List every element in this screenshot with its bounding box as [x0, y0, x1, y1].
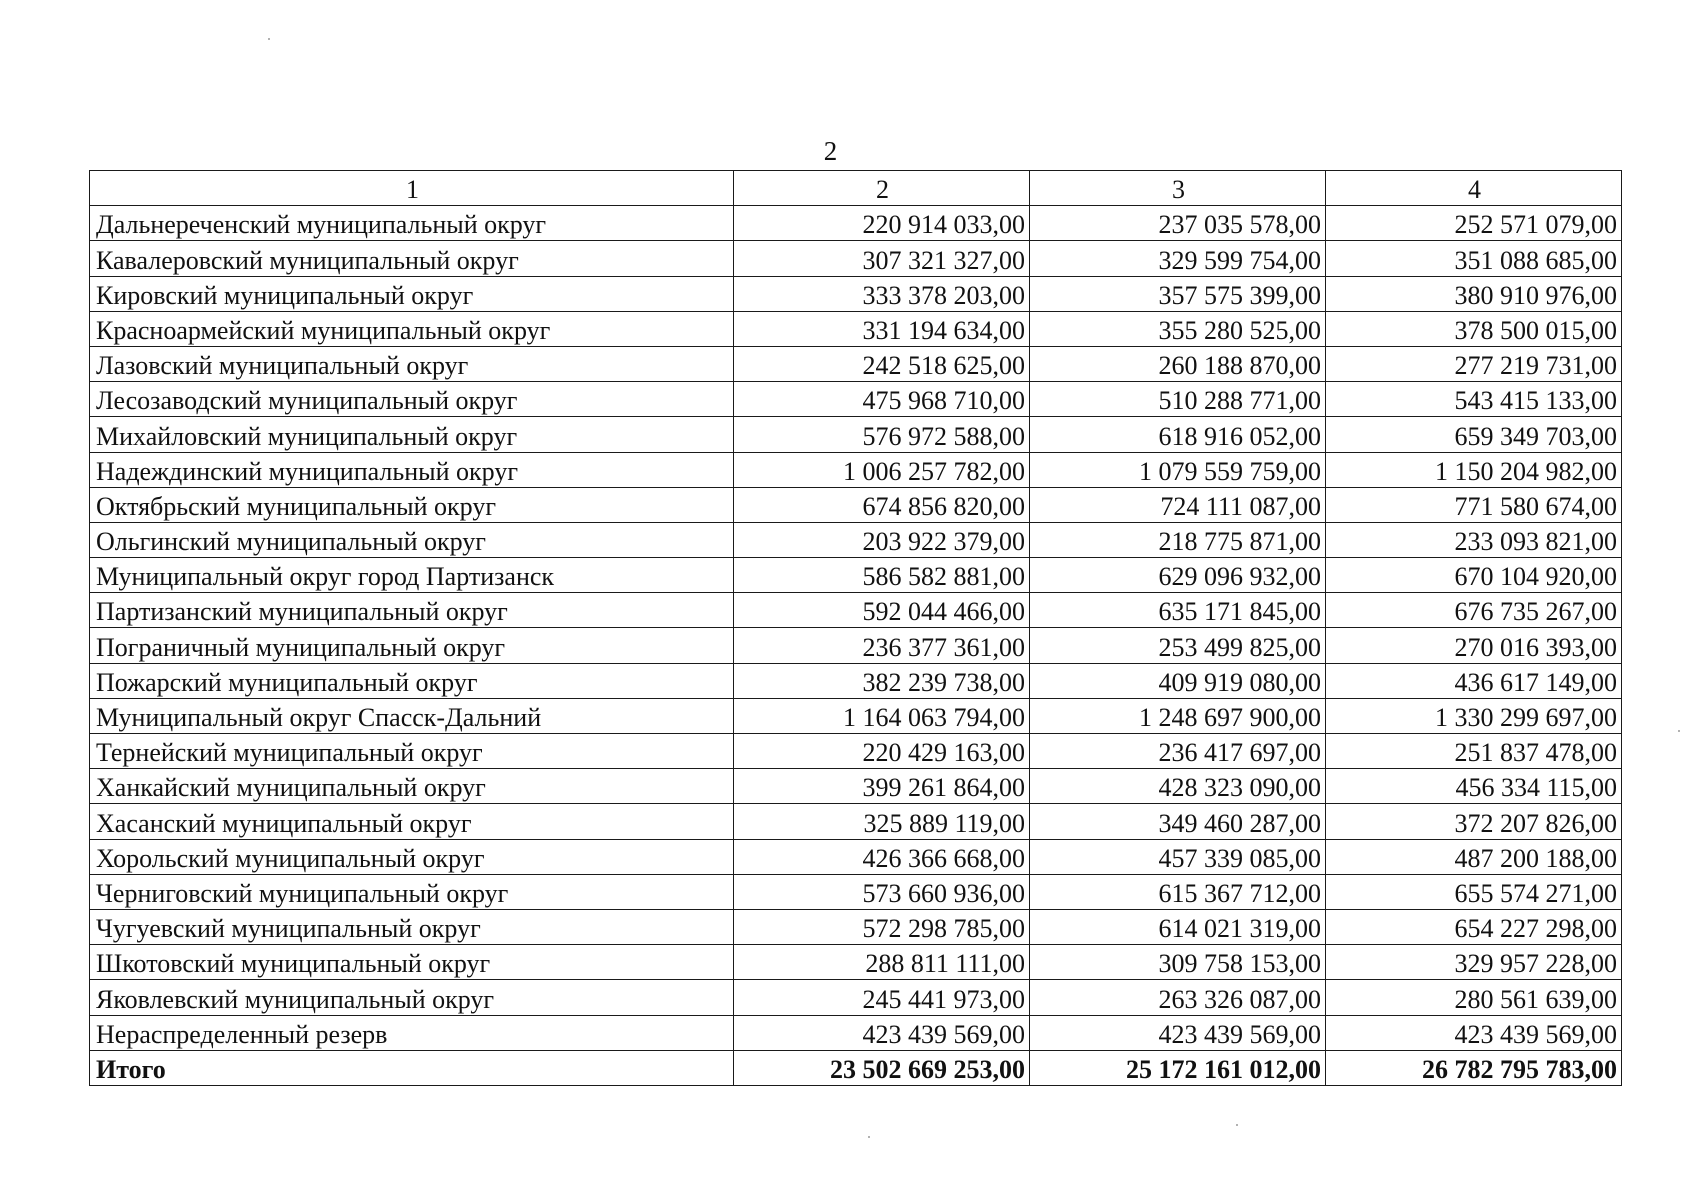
- row-value-col-3: 329 599 754,00: [1030, 241, 1326, 276]
- table-body: [90, 206, 1622, 1051]
- row-name: Муниципальный округ город Партизанск: [90, 558, 734, 593]
- table-row: [90, 417, 1622, 452]
- row-value-col-2: 325 889 119,00: [734, 804, 1030, 839]
- row-value-col-2: 288 811 111,00: [734, 945, 1030, 980]
- row-name: Ольгинский муниципальный округ: [90, 522, 734, 557]
- row-value-col-4: 487 200 188,00: [1326, 839, 1622, 874]
- row-value-col-3: 355 280 525,00: [1030, 311, 1326, 346]
- row-value-col-3: 263 326 087,00: [1030, 980, 1326, 1015]
- scan-speck: [1236, 1124, 1238, 1126]
- row-name: Кавалеровский муниципальный округ: [90, 241, 734, 276]
- row-value-col-4: 380 910 976,00: [1326, 276, 1622, 311]
- row-value-col-3: 1 079 559 759,00: [1030, 452, 1326, 487]
- row-value-col-4: 372 207 826,00: [1326, 804, 1622, 839]
- row-value-col-2: 203 922 379,00: [734, 522, 1030, 557]
- total-row: [90, 1050, 1622, 1085]
- row-name: Муниципальный округ Спасск-Дальний: [90, 698, 734, 733]
- column-header-1: 1: [90, 171, 734, 206]
- row-value-col-3: 357 575 399,00: [1030, 276, 1326, 311]
- total-value-col-3: 25 172 161 012,00: [1030, 1050, 1326, 1085]
- row-name: Нераспределенный резерв: [90, 1015, 734, 1050]
- scan-speck: [1678, 730, 1680, 732]
- row-value-col-3: 260 188 870,00: [1030, 346, 1326, 381]
- table-row: [90, 311, 1622, 346]
- table-row: [90, 909, 1622, 944]
- row-name: Черниговский муниципальный округ: [90, 874, 734, 909]
- row-value-col-4: 1 150 204 982,00: [1326, 452, 1622, 487]
- row-value-col-3: 428 323 090,00: [1030, 769, 1326, 804]
- row-value-col-3: 423 439 569,00: [1030, 1015, 1326, 1050]
- row-name: Лазовский муниципальный округ: [90, 346, 734, 381]
- row-value-col-4: 233 093 821,00: [1326, 522, 1622, 557]
- row-name: Хорольский муниципальный округ: [90, 839, 734, 874]
- total-value-col-4: 26 782 795 783,00: [1326, 1050, 1622, 1085]
- table-row: [90, 769, 1622, 804]
- row-value-col-2: 423 439 569,00: [734, 1015, 1030, 1050]
- row-value-col-4: 436 617 149,00: [1326, 663, 1622, 698]
- table-row: [90, 593, 1622, 628]
- row-value-col-2: 592 044 466,00: [734, 593, 1030, 628]
- header-row: [90, 171, 1622, 206]
- row-value-col-2: 245 441 973,00: [734, 980, 1030, 1015]
- table-row: [90, 382, 1622, 417]
- table-row: [90, 241, 1622, 276]
- table-row: [90, 698, 1622, 733]
- row-value-col-2: 236 377 361,00: [734, 628, 1030, 663]
- table-row: [90, 734, 1622, 769]
- row-name: Партизанский муниципальный округ: [90, 593, 734, 628]
- column-header-3: 3: [1030, 171, 1326, 206]
- row-value-col-3: 349 460 287,00: [1030, 804, 1326, 839]
- row-value-col-4: 655 574 271,00: [1326, 874, 1622, 909]
- row-value-col-4: 676 735 267,00: [1326, 593, 1622, 628]
- row-value-col-4: 351 088 685,00: [1326, 241, 1622, 276]
- row-value-col-3: 510 288 771,00: [1030, 382, 1326, 417]
- table-row: [90, 980, 1622, 1015]
- column-header-2: 2: [734, 171, 1030, 206]
- row-value-col-2: 475 968 710,00: [734, 382, 1030, 417]
- row-value-col-3: 614 021 319,00: [1030, 909, 1326, 944]
- table-row: [90, 487, 1622, 522]
- row-value-col-3: 457 339 085,00: [1030, 839, 1326, 874]
- row-value-col-2: 220 429 163,00: [734, 734, 1030, 769]
- row-value-col-4: 329 957 228,00: [1326, 945, 1622, 980]
- table-row: [90, 945, 1622, 980]
- row-value-col-4: 251 837 478,00: [1326, 734, 1622, 769]
- row-name: Дальнереченский муниципальный округ: [90, 206, 734, 241]
- row-name: Тернейский муниципальный округ: [90, 734, 734, 769]
- row-value-col-3: 615 367 712,00: [1030, 874, 1326, 909]
- row-name: Яковлевский муниципальный округ: [90, 980, 734, 1015]
- row-value-col-2: 242 518 625,00: [734, 346, 1030, 381]
- page-number: 2: [823, 136, 838, 166]
- row-value-col-4: 378 500 015,00: [1326, 311, 1622, 346]
- row-name: Лесозаводский муниципальный округ: [90, 382, 734, 417]
- total-label: Итого: [90, 1050, 734, 1085]
- row-value-col-4: 270 016 393,00: [1326, 628, 1622, 663]
- row-name: Чугуевский муниципальный округ: [90, 909, 734, 944]
- row-name: Ханкайский муниципальный округ: [90, 769, 734, 804]
- row-name: Красноармейский муниципальный округ: [90, 311, 734, 346]
- row-value-col-4: 670 104 920,00: [1326, 558, 1622, 593]
- table-row: [90, 1015, 1622, 1050]
- row-value-col-3: 618 916 052,00: [1030, 417, 1326, 452]
- table-row: [90, 452, 1622, 487]
- row-value-col-4: 654 227 298,00: [1326, 909, 1622, 944]
- row-value-col-2: 1 006 257 782,00: [734, 452, 1030, 487]
- row-value-col-3: 635 171 845,00: [1030, 593, 1326, 628]
- row-value-col-4: 543 415 133,00: [1326, 382, 1622, 417]
- row-value-col-2: 586 582 881,00: [734, 558, 1030, 593]
- row-value-col-3: 1 248 697 900,00: [1030, 698, 1326, 733]
- table-row: [90, 346, 1622, 381]
- row-value-col-2: 573 660 936,00: [734, 874, 1030, 909]
- row-value-col-2: 1 164 063 794,00: [734, 698, 1030, 733]
- row-value-col-3: 218 775 871,00: [1030, 522, 1326, 557]
- table-row: [90, 628, 1622, 663]
- row-value-col-4: 280 561 639,00: [1326, 980, 1622, 1015]
- scan-speck: [868, 1136, 870, 1138]
- row-value-col-2: 307 321 327,00: [734, 241, 1030, 276]
- row-name: Шкотовский муниципальный округ: [90, 945, 734, 980]
- table-row: [90, 522, 1622, 557]
- row-value-col-2: 399 261 864,00: [734, 769, 1030, 804]
- row-name: Михайловский муниципальный округ: [90, 417, 734, 452]
- table-row: [90, 206, 1622, 241]
- row-value-col-2: 331 194 634,00: [734, 311, 1030, 346]
- row-value-col-4: 277 219 731,00: [1326, 346, 1622, 381]
- row-value-col-2: 674 856 820,00: [734, 487, 1030, 522]
- row-name: Хасанский муниципальный округ: [90, 804, 734, 839]
- scan-speck: [268, 38, 270, 40]
- row-value-col-3: 724 111 087,00: [1030, 487, 1326, 522]
- row-value-col-4: 1 330 299 697,00: [1326, 698, 1622, 733]
- table-row: [90, 558, 1622, 593]
- table-row: [90, 276, 1622, 311]
- table-row: [90, 663, 1622, 698]
- row-value-col-3: 236 417 697,00: [1030, 734, 1326, 769]
- row-value-col-4: 456 334 115,00: [1326, 769, 1622, 804]
- row-value-col-2: 576 972 588,00: [734, 417, 1030, 452]
- table-row: [90, 804, 1622, 839]
- row-value-col-4: 771 580 674,00: [1326, 487, 1622, 522]
- row-name: Пожарский муниципальный округ: [90, 663, 734, 698]
- row-name: Октябрьский муниципальный округ: [90, 487, 734, 522]
- table-header: [90, 171, 1622, 206]
- row-value-col-4: 252 571 079,00: [1326, 206, 1622, 241]
- row-value-col-2: 572 298 785,00: [734, 909, 1030, 944]
- row-value-col-3: 409 919 080,00: [1030, 663, 1326, 698]
- row-value-col-3: 237 035 578,00: [1030, 206, 1326, 241]
- row-name: Надеждинский муниципальный округ: [90, 452, 734, 487]
- column-header-4: 4: [1326, 171, 1622, 206]
- row-value-col-2: 220 914 033,00: [734, 206, 1030, 241]
- row-value-col-2: 426 366 668,00: [734, 839, 1030, 874]
- row-name: Пограничный муниципальный округ: [90, 628, 734, 663]
- row-value-col-2: 333 378 203,00: [734, 276, 1030, 311]
- table-footer: [90, 1050, 1622, 1085]
- total-value-col-2: 23 502 669 253,00: [734, 1050, 1030, 1085]
- row-value-col-3: 629 096 932,00: [1030, 558, 1326, 593]
- row-value-col-2: 382 239 738,00: [734, 663, 1030, 698]
- row-value-col-4: 423 439 569,00: [1326, 1015, 1622, 1050]
- budget-allocation-table: [89, 170, 1622, 1086]
- row-value-col-3: 309 758 153,00: [1030, 945, 1326, 980]
- table-row: [90, 874, 1622, 909]
- row-value-col-3: 253 499 825,00: [1030, 628, 1326, 663]
- row-value-col-4: 659 349 703,00: [1326, 417, 1622, 452]
- row-name: Кировский муниципальный округ: [90, 276, 734, 311]
- table-row: [90, 839, 1622, 874]
